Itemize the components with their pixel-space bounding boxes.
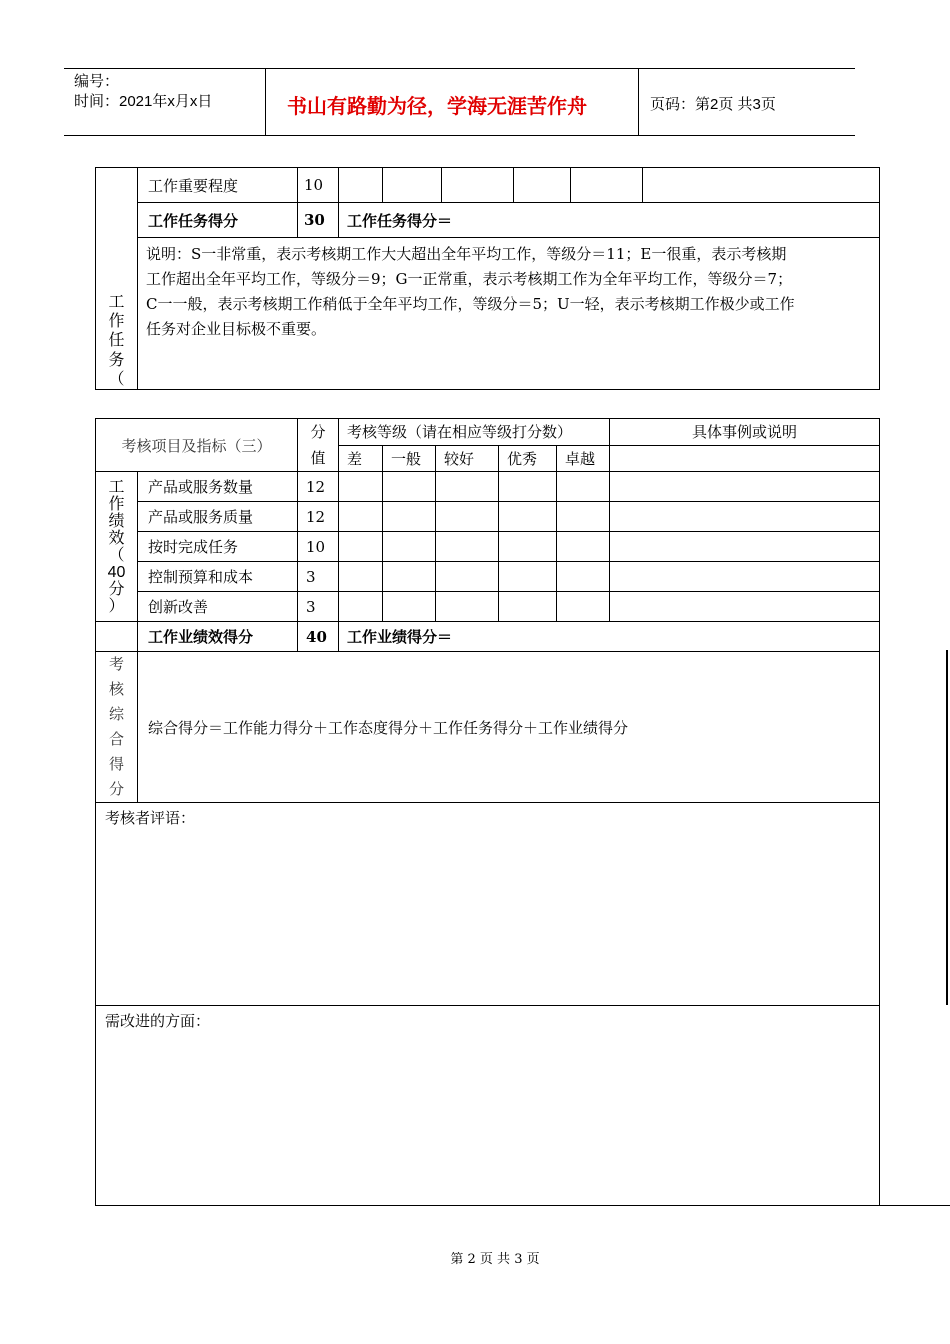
task-score-formula: 工作任务得分＝: [339, 203, 880, 238]
grade-cell[interactable]: [442, 168, 514, 203]
detail-header: 具体事例或说明: [610, 419, 880, 446]
perf-total-value: 40: [298, 622, 339, 652]
detail-cell[interactable]: [610, 532, 880, 562]
table-row: 产品或服务质量: [138, 502, 298, 532]
improve-box[interactable]: [96, 1006, 880, 1206]
summary-side-label: 考 核 综 合 得 分: [96, 652, 138, 803]
comment-label: 考核者评语：: [105, 809, 196, 827]
grade-cell[interactable]: [557, 562, 610, 592]
grade-cell[interactable]: [436, 562, 499, 592]
header-time: 时间：2021年x月x日: [74, 93, 213, 110]
grade-cell[interactable]: [499, 562, 557, 592]
project-header: 考核项目及指标（三）: [96, 419, 298, 472]
grade-cell[interactable]: [571, 168, 643, 203]
grade-cell[interactable]: [383, 168, 442, 203]
note-line: 任务对企业目标极不重要。: [146, 320, 327, 338]
detail-cell[interactable]: [610, 562, 880, 592]
table-row: 按时完成任务: [138, 532, 298, 562]
header-divider-right: [638, 68, 639, 136]
table-row: 产品或服务数量: [138, 472, 298, 502]
improve-label: 需改进的方面：: [105, 1012, 211, 1030]
row-score: 12: [298, 472, 339, 502]
comment-box[interactable]: [96, 803, 880, 1006]
grade-cell[interactable]: [436, 532, 499, 562]
perf-side-label: 工 作 绩 效 （ 40 分 ）: [96, 472, 138, 622]
grade-cell[interactable]: [514, 168, 571, 203]
performance-table: [95, 418, 880, 1206]
grade-cell[interactable]: [557, 472, 610, 502]
task-score-value: 30: [298, 203, 339, 238]
perf-total-formula: 工作业绩得分＝: [339, 622, 880, 652]
task-score-label: 工作任务得分: [138, 203, 298, 238]
header-number: 编号：: [74, 73, 120, 90]
grade-cell[interactable]: [383, 532, 436, 562]
grade-outstanding: 卓越: [557, 445, 610, 472]
grade-cell[interactable]: [557, 532, 610, 562]
grade-cell[interactable]: [383, 472, 436, 502]
grade-good: 较好: [436, 445, 499, 472]
header-top-rule: [64, 68, 855, 69]
grade-cell[interactable]: [499, 472, 557, 502]
grade-cell[interactable]: [499, 592, 557, 622]
task-table: [95, 167, 880, 390]
row-score: 12: [298, 502, 339, 532]
detail-subheader: [610, 445, 880, 472]
row-score: 10: [298, 532, 339, 562]
header-bottom-rule: [64, 135, 855, 136]
right-edge-rule: [946, 650, 948, 1005]
score-header: 分 值: [298, 419, 339, 472]
grade-cell[interactable]: [436, 592, 499, 622]
grade-poor: 差: [339, 445, 383, 472]
right-edge-rule-bottom: [880, 1205, 950, 1206]
grade-cell[interactable]: [436, 502, 499, 532]
grade-header: 考核等级（请在相应等级打分数）: [339, 419, 610, 446]
note-line: 工作超出全年平均工作，等级分＝9；G一正常重，表示考核期工作为全年平均工作，等级分＝7；: [146, 270, 793, 288]
grade-cell[interactable]: [339, 532, 383, 562]
grade-cell[interactable]: [339, 562, 383, 592]
grade-cell[interactable]: [383, 592, 436, 622]
row-score: 3: [298, 592, 339, 622]
detail-cell[interactable]: [610, 592, 880, 622]
grade-cell[interactable]: [383, 502, 436, 532]
summary-formula: 综合得分＝工作能力得分＋工作态度得分＋工作任务得分＋工作业绩得分: [138, 652, 880, 803]
note-line: C一一般，表示考核期工作稍低于全年平均工作，等级分＝5；U一轻，表示考核期工作极少或工作: [146, 295, 795, 313]
detail-cell[interactable]: [610, 502, 880, 532]
grade-cell[interactable]: [436, 472, 499, 502]
blank-cell: [96, 622, 138, 652]
note-line: 说明：S一非常重，表示考核期工作大大超出全年平均工作，等级分＝11；E一很重，表示考核期: [146, 245, 787, 263]
table-row: 创新改善: [138, 592, 298, 622]
importance-value: 10: [298, 168, 339, 203]
grade-cell[interactable]: [339, 592, 383, 622]
importance-label: 工作重要程度: [138, 168, 298, 203]
grade-cell[interactable]: [339, 168, 383, 203]
grade-excellent: 优秀: [499, 445, 557, 472]
row-score: 3: [298, 562, 339, 592]
task-side-label: 工 作 任 务 （: [96, 168, 138, 390]
grade-cell[interactable]: [557, 502, 610, 532]
grade-cell[interactable]: [339, 472, 383, 502]
grade-cell[interactable]: [499, 532, 557, 562]
perf-total-label: 工作业绩效得分: [138, 622, 298, 652]
table-row: 控制预算和成本: [138, 562, 298, 592]
header-motto: 书山有路勤为径，学海无涯苦作舟: [287, 96, 587, 118]
grade-average: 一般: [383, 445, 436, 472]
grade-cell[interactable]: [557, 592, 610, 622]
header-divider-left: [265, 68, 266, 136]
grade-cell[interactable]: [339, 502, 383, 532]
grade-cell[interactable]: [499, 502, 557, 532]
task-note: [138, 238, 880, 390]
header-page-code: 页码：第2页 共3页: [650, 96, 776, 113]
footer-page-number: 第 2 页 共 3 页: [450, 1252, 540, 1267]
detail-cell[interactable]: [610, 472, 880, 502]
detail-cell[interactable]: [643, 168, 880, 203]
grade-cell[interactable]: [383, 562, 436, 592]
